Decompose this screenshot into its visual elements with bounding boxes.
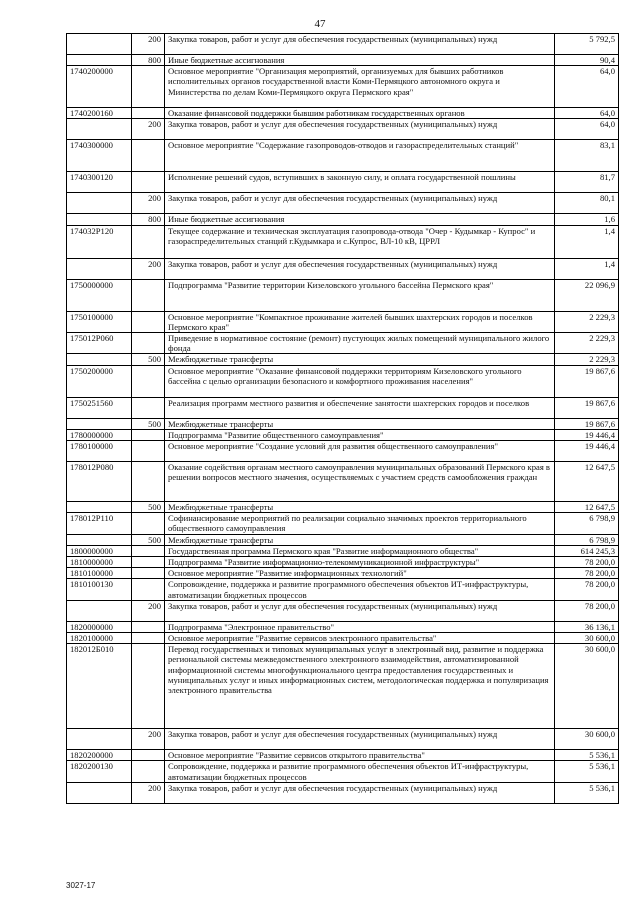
row-code (67, 55, 132, 66)
table-row (67, 397, 619, 418)
row-expense-type: 200 (132, 729, 165, 750)
row-amount: 22 096,9 (555, 279, 619, 311)
budget-table-body (67, 34, 619, 804)
row-amount: 19 446,4 (555, 441, 619, 462)
row-code: 174032Р120 (67, 225, 132, 258)
row-code: 178012Р080 (67, 462, 132, 502)
row-amount: 19 867,6 (555, 418, 619, 429)
row-amount: 90,4 (555, 55, 619, 66)
row-code (67, 34, 132, 55)
row-code (67, 418, 132, 429)
row-name: Приведение в нормативное состояние (ремонт) пустующих жилых помещений муниципального жилого фонда (165, 333, 555, 354)
row-expense-type: 500 (132, 502, 165, 513)
row-code: 1780100000 (67, 441, 132, 462)
table-row (67, 311, 619, 332)
row-expense-type: 200 (132, 782, 165, 803)
row-expense-type (132, 108, 165, 119)
row-name: Софинансирование мероприятий по реализации социально значимых проектов территориального общественного самоуправления (165, 513, 555, 534)
row-amount: 19 867,6 (555, 365, 619, 397)
row-name: Основное мероприятие "Развитие информационных технологий" (165, 568, 555, 579)
row-expense-type (132, 545, 165, 556)
row-expense-type (132, 365, 165, 397)
row-name: Закупка товаров, работ и услуг для обеспечения государственных (муниципальных) нужд (165, 729, 555, 750)
row-expense-type: 200 (132, 119, 165, 140)
row-name: Реализация программ местного развития и обеспечение занятости шахтерских городов и поселков (165, 397, 555, 418)
row-name: Закупка товаров, работ и услуг для обеспечения государственных (муниципальных) нужд (165, 119, 555, 140)
row-name: Иные бюджетные ассигнования (165, 214, 555, 225)
page-number: 47 (314, 18, 326, 30)
row-name: Сопровождение, поддержка и развитие программного обеспечения объектов ИТ-инфраструктуры, автоматизации бюджетных процессов (165, 761, 555, 782)
row-expense-type (132, 172, 165, 193)
row-amount: 2 229,3 (555, 333, 619, 354)
row-expense-type (132, 568, 165, 579)
row-amount: 81,7 (555, 172, 619, 193)
row-name: Государственная программа Пермского края "Развитие информационного общества" (165, 545, 555, 556)
row-amount: 5 792,5 (555, 34, 619, 55)
row-expense-type: 200 (132, 258, 165, 279)
row-code: 1750200000 (67, 365, 132, 397)
row-expense-type: 500 (132, 418, 165, 429)
row-code: 1800000000 (67, 545, 132, 556)
row-name: Оказание финансовой поддержки бывшим работникам государственных органов (165, 108, 555, 119)
row-code: 1750251560 (67, 397, 132, 418)
table-row (67, 579, 619, 600)
row-name: Текущее содержание и техническая эксплуатация газопровода-отвода "Очер - Кудымкар - Купрос" и газораспределительных станций г.Кудымкара и с.Купрос, ВЛ-10 кВ, ЦРРЛ (165, 225, 555, 258)
row-amount: 78 200,0 (555, 579, 619, 600)
row-amount: 2 229,3 (555, 354, 619, 365)
row-name: Сопровождение, поддержка и развитие программного обеспечения объектов ИТ-инфраструктуры, автоматизации бюджетных процессов (165, 579, 555, 600)
row-amount: 5 536,1 (555, 761, 619, 782)
row-name: Подпрограмма "Развитие информационно-телекоммуникационной инфраструктуры" (165, 557, 555, 568)
row-expense-type: 800 (132, 214, 165, 225)
row-expense-type (132, 579, 165, 600)
row-expense-type: 200 (132, 193, 165, 214)
row-code (67, 600, 132, 621)
row-amount: 19 446,4 (555, 429, 619, 440)
row-expense-type (132, 761, 165, 782)
row-expense-type: 800 (132, 55, 165, 66)
row-code (67, 119, 132, 140)
row-name: Основное мероприятие "Содержание газопроводов-отводов и газораспределительных станций" (165, 140, 555, 172)
table-row (67, 557, 619, 568)
table-row (67, 750, 619, 761)
table-row (67, 502, 619, 513)
row-code: 1740300000 (67, 140, 132, 172)
table-row (67, 418, 619, 429)
table-row (67, 761, 619, 782)
table-row (67, 214, 619, 225)
row-name: Исполнение решений судов, вступивших в законную силу, и оплата государственной пошлины (165, 172, 555, 193)
row-name: Подпрограмма "Развитие общественного самоуправления" (165, 429, 555, 440)
row-code (67, 502, 132, 513)
table-row (67, 534, 619, 545)
row-amount: 78 200,0 (555, 568, 619, 579)
row-name: Закупка товаров, работ и услуг для обеспечения государственных (муниципальных) нужд (165, 782, 555, 803)
row-expense-type (132, 225, 165, 258)
row-code: 175012Р060 (67, 333, 132, 354)
row-expense-type (132, 621, 165, 632)
row-code: 1740200000 (67, 66, 132, 108)
row-expense-type (132, 66, 165, 108)
row-expense-type (132, 644, 165, 729)
row-name: Оказание содействия органам местного самоуправления муниципальных образований Пермского края в решении вопросов местного значения, осуществляемых с участием средств самообложения граждан (165, 462, 555, 502)
row-code: 1820000000 (67, 621, 132, 632)
row-expense-type (132, 333, 165, 354)
table-row (67, 34, 619, 55)
row-amount: 64,0 (555, 66, 619, 108)
row-code: 1750000000 (67, 279, 132, 311)
row-code: 1810100000 (67, 568, 132, 579)
row-amount: 1,4 (555, 225, 619, 258)
table-row (67, 108, 619, 119)
row-name: Перевод государственных и типовых муниципальных услуг в электронный вид, развитие и поддержка региональной системы межведомственного электронного взаимодействия, автоматизированной информационной системы многофункционального центра предоставления государственных и муниципальных услуг и иных информационных систем, методологическая поддержка и популяризация электронного правительства (165, 644, 555, 729)
table-row (67, 600, 619, 621)
row-name: Межбюджетные трансферты (165, 418, 555, 429)
table-row (67, 365, 619, 397)
row-amount: 2 229,3 (555, 311, 619, 332)
row-code: 1780000000 (67, 429, 132, 440)
table-row (67, 441, 619, 462)
row-code: 1820200000 (67, 750, 132, 761)
row-name: Подпрограмма "Электронное правительство" (165, 621, 555, 632)
row-amount: 6 798,9 (555, 513, 619, 534)
row-amount: 12 647,5 (555, 502, 619, 513)
table-row (67, 55, 619, 66)
table-row (67, 633, 619, 644)
row-code: 1810100130 (67, 579, 132, 600)
row-amount: 30 600,0 (555, 644, 619, 729)
row-amount: 6 798,9 (555, 534, 619, 545)
row-name: Закупка товаров, работ и услуг для обеспечения государственных (муниципальных) нужд (165, 34, 555, 55)
table-row (67, 729, 619, 750)
row-expense-type (132, 513, 165, 534)
table-row (67, 462, 619, 502)
row-name: Основное мероприятие "Компактное проживание жителей бывших шахтерских городов и поселков Пермского края" (165, 311, 555, 332)
table-row (67, 140, 619, 172)
row-amount: 64,0 (555, 108, 619, 119)
table-row (67, 225, 619, 258)
row-expense-type (132, 311, 165, 332)
row-name: Основное мероприятие "Развитие сервисов электронного правительства" (165, 633, 555, 644)
budget-table (66, 33, 619, 804)
table-row (67, 66, 619, 108)
table-row (67, 333, 619, 354)
table-row (67, 513, 619, 534)
row-expense-type (132, 429, 165, 440)
row-name: Закупка товаров, работ и услуг для обеспечения государственных (муниципальных) нужд (165, 600, 555, 621)
row-amount: 614 245,3 (555, 545, 619, 556)
row-code (67, 214, 132, 225)
row-amount: 1,4 (555, 258, 619, 279)
row-amount: 80,1 (555, 193, 619, 214)
row-name: Основное мероприятие "Оказание финансовой поддержки территориям Кизеловского угольного бассейна с целью организации безопасного и комфортного проживания населения" (165, 365, 555, 397)
row-name: Закупка товаров, работ и услуг для обеспечения государственных (муниципальных) нужд (165, 193, 555, 214)
row-amount: 19 867,6 (555, 397, 619, 418)
row-expense-type: 500 (132, 534, 165, 545)
table-row (67, 429, 619, 440)
row-amount: 12 647,5 (555, 462, 619, 502)
row-amount: 36 136,1 (555, 621, 619, 632)
row-name: Основное мероприятие "Создание условий для развития общественного самоуправления" (165, 441, 555, 462)
row-name: Основное мероприятие "Организация мероприятий, организуемых для бывших работников исполнительных органов государственной власти Коми-Пермяцкого автономного округа и Министерства по делам Коми-Пермяцкого округа Пермского края" (165, 66, 555, 108)
row-code: 1750100000 (67, 311, 132, 332)
table-row (67, 279, 619, 311)
row-amount: 5 536,1 (555, 782, 619, 803)
row-name: Межбюджетные трансферты (165, 354, 555, 365)
row-expense-type (132, 397, 165, 418)
row-expense-type: 500 (132, 354, 165, 365)
table-row (67, 644, 619, 729)
table-row (67, 621, 619, 632)
row-amount: 64,0 (555, 119, 619, 140)
row-amount: 78 200,0 (555, 600, 619, 621)
row-amount: 83,1 (555, 140, 619, 172)
row-code (67, 729, 132, 750)
row-code: 178012Р110 (67, 513, 132, 534)
row-code: 182012Б010 (67, 644, 132, 729)
row-expense-type (132, 441, 165, 462)
table-row (67, 258, 619, 279)
row-amount: 30 600,0 (555, 729, 619, 750)
row-code (67, 534, 132, 545)
row-name: Подпрограмма "Развитие территории Кизеловского угольного бассейна Пермского края" (165, 279, 555, 311)
table-row (67, 354, 619, 365)
row-name: Межбюджетные трансферты (165, 534, 555, 545)
row-code: 1820200130 (67, 761, 132, 782)
table-row (67, 782, 619, 803)
row-expense-type: 200 (132, 34, 165, 55)
row-code: 1740200160 (67, 108, 132, 119)
row-expense-type (132, 462, 165, 502)
row-expense-type (132, 279, 165, 311)
row-amount: 78 200,0 (555, 557, 619, 568)
row-amount: 30 600,0 (555, 633, 619, 644)
row-expense-type: 200 (132, 600, 165, 621)
row-code (67, 354, 132, 365)
footer-code: 3027-17 (66, 881, 96, 890)
table-row (67, 545, 619, 556)
row-code (67, 258, 132, 279)
row-expense-type (132, 750, 165, 761)
table-row (67, 119, 619, 140)
table-row (67, 568, 619, 579)
row-expense-type (132, 140, 165, 172)
row-expense-type (132, 557, 165, 568)
row-name: Межбюджетные трансферты (165, 502, 555, 513)
row-code: 1740300120 (67, 172, 132, 193)
table-row (67, 193, 619, 214)
row-code (67, 782, 132, 803)
row-expense-type (132, 633, 165, 644)
row-name: Иные бюджетные ассигнования (165, 55, 555, 66)
row-amount: 1,6 (555, 214, 619, 225)
row-name: Основное мероприятие "Развитие сервисов открытого правительства" (165, 750, 555, 761)
table-row (67, 172, 619, 193)
row-name: Закупка товаров, работ и услуг для обеспечения государственных (муниципальных) нужд (165, 258, 555, 279)
row-code: 1820100000 (67, 633, 132, 644)
row-code: 1810000000 (67, 557, 132, 568)
row-amount: 5 536,1 (555, 750, 619, 761)
row-code (67, 193, 132, 214)
